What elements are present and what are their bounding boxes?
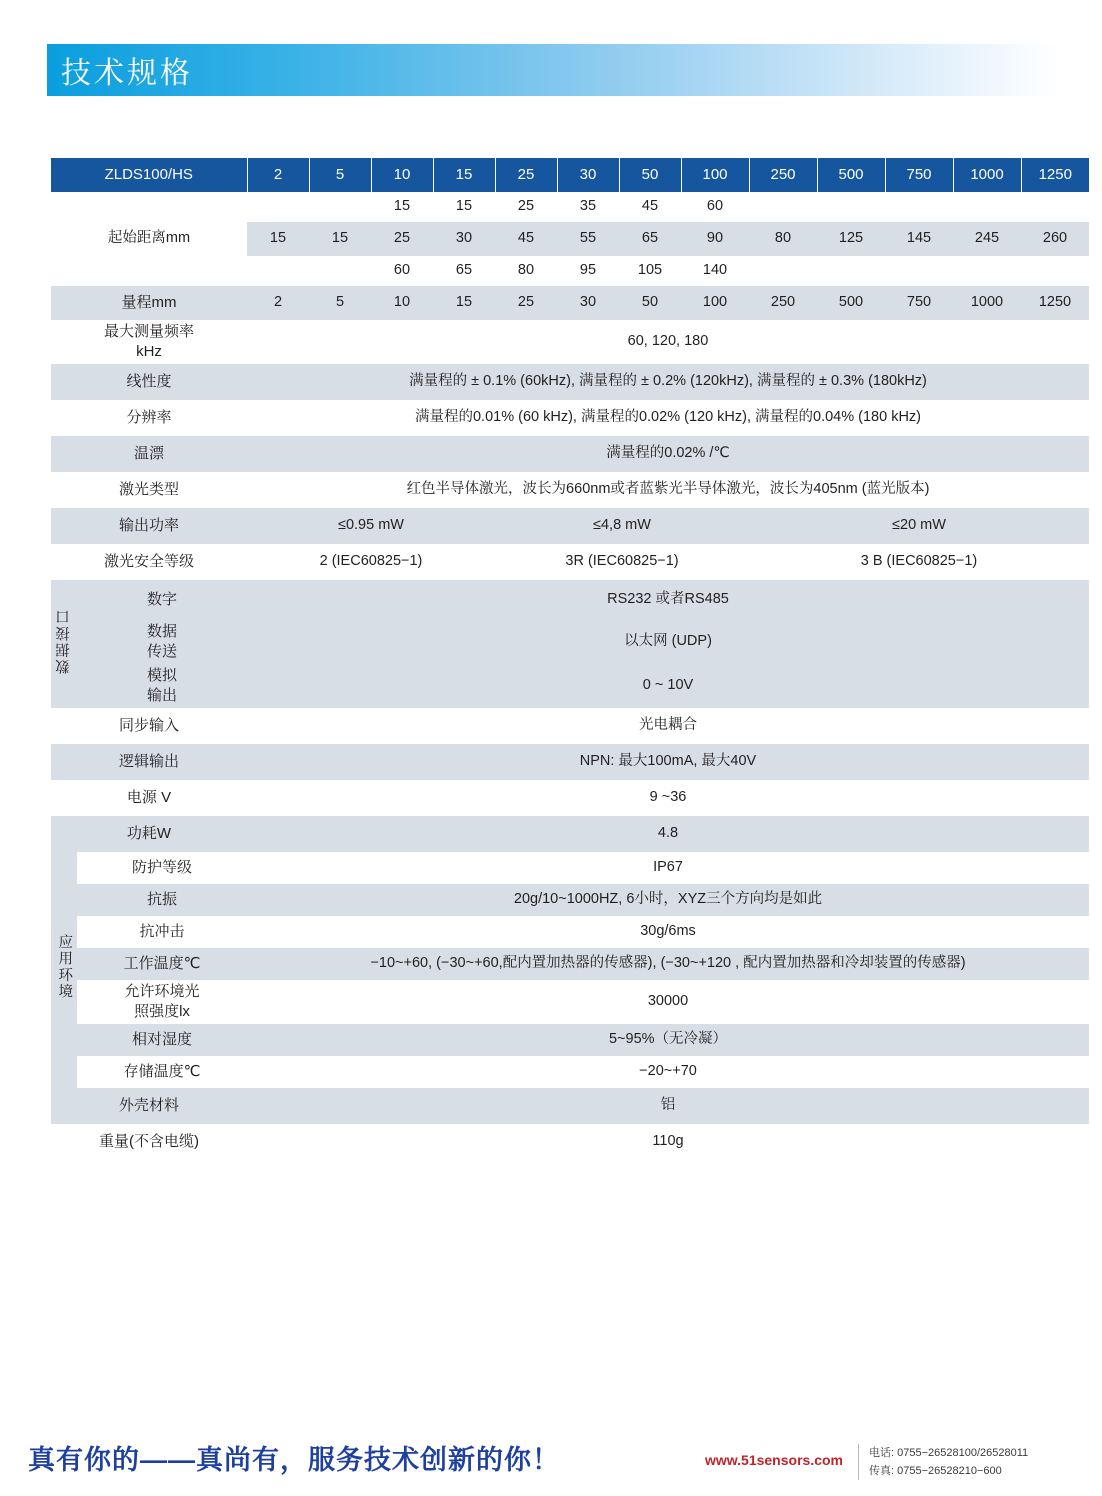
- laser-safety-label: 激光安全等级: [51, 544, 247, 580]
- start-distance-r1-c9: [817, 192, 885, 222]
- start-distance-r2-c5: 55: [557, 222, 619, 256]
- laser-safety-v1: 3R (IEC60825−1): [495, 544, 749, 580]
- environment-group-label-text: 应用环境: [56, 933, 73, 1000]
- environment-operating-temp-label: 工作温度℃: [77, 948, 247, 980]
- environment-humidity-label: 相对湿度: [77, 1024, 247, 1056]
- footer-contact-block: [858, 1444, 1028, 1480]
- start-distance-r1-c4: 25: [495, 192, 557, 222]
- start-distance-r2-c10: 145: [885, 222, 953, 256]
- range-c6: 50: [619, 286, 681, 320]
- start-distance-r1-c1: [309, 192, 371, 222]
- temp-drift-row: [51, 436, 1089, 472]
- start-distance-r2-c7: 90: [681, 222, 749, 256]
- start-distance-r2-c0: 15: [247, 222, 309, 256]
- header-model-12: 1250: [1021, 158, 1089, 192]
- start-distance-r3-c5: 95: [557, 256, 619, 286]
- interface-analog-label-line1: 模拟: [146, 666, 177, 684]
- start-distance-r2-c11: 245: [953, 222, 1021, 256]
- start-distance-r1-c2: 15: [371, 192, 433, 222]
- start-distance-r3-c11: [953, 256, 1021, 286]
- start-distance-r2-c3: 30: [433, 222, 495, 256]
- start-distance-label: 起始距离mm: [51, 192, 247, 286]
- max-frequency-label-line1: 最大测量频率: [103, 322, 194, 340]
- footer-phone: 电话: 0755−26528100/26528011: [869, 1447, 1029, 1459]
- output-power-v2: ≤20 mW: [749, 508, 1089, 544]
- weight-value: 110g: [247, 1124, 1089, 1160]
- page-footer: [0, 1432, 1102, 1496]
- environment-row-protection: [51, 852, 1089, 884]
- header-model-0: 2: [247, 158, 309, 192]
- linearity-label: 线性度: [51, 364, 247, 400]
- start-distance-r3-c9: [817, 256, 885, 286]
- housing-material-label: 外壳材料: [51, 1088, 247, 1124]
- environment-group-label: [51, 852, 77, 1088]
- interface-analog-value: 0 ~ 10V: [247, 664, 1089, 708]
- interface-analog-label-line2: 输出: [146, 687, 177, 704]
- power-consumption-label: 功耗W: [51, 816, 247, 852]
- range-c0: 2: [247, 286, 309, 320]
- environment-protection-label: 防护等级: [77, 852, 247, 884]
- laser-type-value: 红色半导体激光，波长为660nm或者蓝紫光半导体激光，波长为405nm (蓝光版本): [247, 472, 1089, 508]
- technical-specification-table: [51, 158, 1089, 1160]
- logic-output-value: NPN: 最大100mA, 最大40V: [247, 744, 1089, 780]
- environment-shock-label: 抗冲击: [77, 916, 247, 948]
- table-header-row: [51, 158, 1089, 192]
- housing-material-value: 铝: [247, 1088, 1089, 1124]
- range-c8: 250: [749, 286, 817, 320]
- interface-row-analog-output: [51, 664, 1089, 708]
- laser-type-row: [51, 472, 1089, 508]
- laser-safety-v2: 3 B (IEC60825−1): [749, 544, 1089, 580]
- page-title-banner: [47, 44, 1059, 96]
- output-power-row: [51, 508, 1089, 544]
- environment-protection-value: IP67: [247, 852, 1089, 884]
- header-model-4: 25: [495, 158, 557, 192]
- range-c7: 100: [681, 286, 749, 320]
- start-distance-r1-c8: [749, 192, 817, 222]
- start-distance-r1-c12: [1021, 192, 1089, 222]
- start-distance-r2-c4: 45: [495, 222, 557, 256]
- resolution-value: 满量程的0.01% (60 kHz), 满量程的0.02% (120 kHz), 满量程的0.04% (180 kHz): [247, 400, 1089, 436]
- footer-website[interactable]: www.51sensors.com: [705, 1452, 843, 1468]
- environment-ambient-light-label: [77, 980, 247, 1024]
- start-distance-r2-c8: 80: [749, 222, 817, 256]
- start-distance-r3-c3: 65: [433, 256, 495, 286]
- start-distance-r1-c11: [953, 192, 1021, 222]
- environment-humidity-value: 5~95%（无冷凝）: [247, 1024, 1089, 1056]
- range-c12: 1250: [1021, 286, 1089, 320]
- interface-data-label-line2: 传送: [146, 643, 177, 660]
- environment-row-storage-temp: [51, 1056, 1089, 1088]
- interface-group-label-text: 数据接口: [55, 607, 72, 674]
- environment-operating-temp-value: −10~+60, (−30~+60,配内置加热器的传感器), (−30~+120 , 配内置加热器和冷却装置的传感器): [247, 948, 1089, 980]
- max-frequency-label-line2: kHz: [136, 343, 162, 360]
- power-supply-label: 电源 V: [51, 780, 247, 816]
- power-supply-value: 9 ~36: [247, 780, 1089, 816]
- start-distance-r2-c9: 125: [817, 222, 885, 256]
- weight-row: [51, 1124, 1089, 1160]
- range-label: 量程mm: [51, 286, 247, 320]
- range-c3: 15: [433, 286, 495, 320]
- start-distance-r2-c6: 65: [619, 222, 681, 256]
- header-model-10: 750: [885, 158, 953, 192]
- range-c5: 30: [557, 286, 619, 320]
- start-distance-r1-c7: 60: [681, 192, 749, 222]
- start-distance-r3-c7: 140: [681, 256, 749, 286]
- environment-storage-temp-value: −20~+70: [247, 1056, 1089, 1088]
- laser-type-label: 激光类型: [51, 472, 247, 508]
- header-model-9: 500: [817, 158, 885, 192]
- laser-safety-v0: 2 (IEC60825−1): [247, 544, 495, 580]
- interface-digital-label: 数字: [77, 580, 247, 620]
- header-model-3: 15: [433, 158, 495, 192]
- start-distance-r3-c2: 60: [371, 256, 433, 286]
- output-power-v0: ≤0.95 mW: [247, 508, 495, 544]
- start-distance-r1-c0: [247, 192, 309, 222]
- interface-data-label-line1: 数据: [146, 622, 177, 640]
- logic-output-row: [51, 744, 1089, 780]
- environment-vibration-label: 抗振: [77, 884, 247, 916]
- environment-ambient-light-label-line1: 允许环境光: [124, 982, 200, 1000]
- range-c4: 25: [495, 286, 557, 320]
- interface-row-digital: [51, 580, 1089, 620]
- environment-row-operating-temp: [51, 948, 1089, 980]
- header-model-5: 30: [557, 158, 619, 192]
- environment-row-ambient-light: [51, 980, 1089, 1024]
- power-consumption-row: [51, 816, 1089, 852]
- resolution-row: [51, 400, 1089, 436]
- start-distance-r1-c6: 45: [619, 192, 681, 222]
- footer-slogan: 真有你的——真尚有，服务技术创新的你！: [28, 1445, 560, 1475]
- range-c2: 10: [371, 286, 433, 320]
- interface-analog-label: [77, 664, 247, 708]
- range-row: [51, 286, 1089, 320]
- start-distance-r3-c8: [749, 256, 817, 286]
- range-c1: 5: [309, 286, 371, 320]
- interface-group-label: [51, 580, 77, 708]
- temp-drift-value: 满量程的0.02% /℃: [247, 436, 1089, 472]
- environment-vibration-value: 20g/10~1000HZ, 6小时，XYZ三个方向均是如此: [247, 884, 1089, 916]
- environment-ambient-light-value: 30000: [247, 980, 1089, 1024]
- housing-material-row: [51, 1088, 1089, 1124]
- start-distance-r2-c1: 15: [309, 222, 371, 256]
- environment-storage-temp-label: 存储温度℃: [77, 1056, 247, 1088]
- interface-row-data-transmission: [51, 620, 1089, 664]
- start-distance-r1-c5: 35: [557, 192, 619, 222]
- start-distance-r1-c10: [885, 192, 953, 222]
- header-model-8: 250: [749, 158, 817, 192]
- start-distance-r3-c0: [247, 256, 309, 286]
- power-supply-row: [51, 780, 1089, 816]
- start-distance-r3-c12: [1021, 256, 1089, 286]
- weight-label: 重量(不含电缆): [51, 1124, 247, 1160]
- output-power-label: 输出功率: [51, 508, 247, 544]
- output-power-v1: ≤4,8 mW: [495, 508, 749, 544]
- max-frequency-row: [51, 320, 1089, 364]
- header-model-label: ZLDS100/HS: [51, 158, 247, 192]
- environment-ambient-light-label-line2: 照强度lx: [134, 1003, 190, 1020]
- environment-row-shock: [51, 916, 1089, 948]
- range-c9: 500: [817, 286, 885, 320]
- range-c11: 1000: [953, 286, 1021, 320]
- logic-output-label: 逻辑输出: [51, 744, 247, 780]
- laser-safety-row: [51, 544, 1089, 580]
- start-distance-r3-c4: 80: [495, 256, 557, 286]
- sync-input-row: [51, 708, 1089, 744]
- start-distance-r2-c12: 260: [1021, 222, 1089, 256]
- header-model-1: 5: [309, 158, 371, 192]
- start-distance-row-1: [51, 192, 1089, 222]
- interface-data-value: 以太网 (UDP): [247, 620, 1089, 664]
- environment-row-vibration: [51, 884, 1089, 916]
- header-model-7: 100: [681, 158, 749, 192]
- max-frequency-label: [51, 320, 247, 364]
- header-model-6: 50: [619, 158, 681, 192]
- max-frequency-value: 60, 120, 180: [247, 320, 1089, 364]
- environment-shock-value: 30g/6ms: [247, 916, 1089, 948]
- header-model-11: 1000: [953, 158, 1021, 192]
- start-distance-r3-c10: [885, 256, 953, 286]
- sync-input-value: 光电耦合: [247, 708, 1089, 744]
- start-distance-r3-c6: 105: [619, 256, 681, 286]
- linearity-value: 满量程的 ± 0.1% (60kHz), 满量程的 ± 0.2% (120kHz), 满量程的 ± 0.3% (180kHz): [247, 364, 1089, 400]
- range-c10: 750: [885, 286, 953, 320]
- interface-data-label: [77, 620, 247, 664]
- start-distance-r2-c2: 25: [371, 222, 433, 256]
- start-distance-r3-c1: [309, 256, 371, 286]
- temp-drift-label: 温漂: [51, 436, 247, 472]
- sync-input-label: 同步输入: [51, 708, 247, 744]
- start-distance-r1-c3: 15: [433, 192, 495, 222]
- environment-row-humidity: [51, 1024, 1089, 1056]
- header-model-2: 10: [371, 158, 433, 192]
- interface-digital-value: RS232 或者RS485: [247, 580, 1089, 620]
- footer-fax: 传真: 0755−26528210−600: [869, 1465, 1002, 1478]
- power-consumption-value: 4.8: [247, 816, 1089, 852]
- page-title: 技术规格: [61, 57, 193, 90]
- resolution-label: 分辨率: [51, 400, 247, 436]
- linearity-row: [51, 364, 1089, 400]
